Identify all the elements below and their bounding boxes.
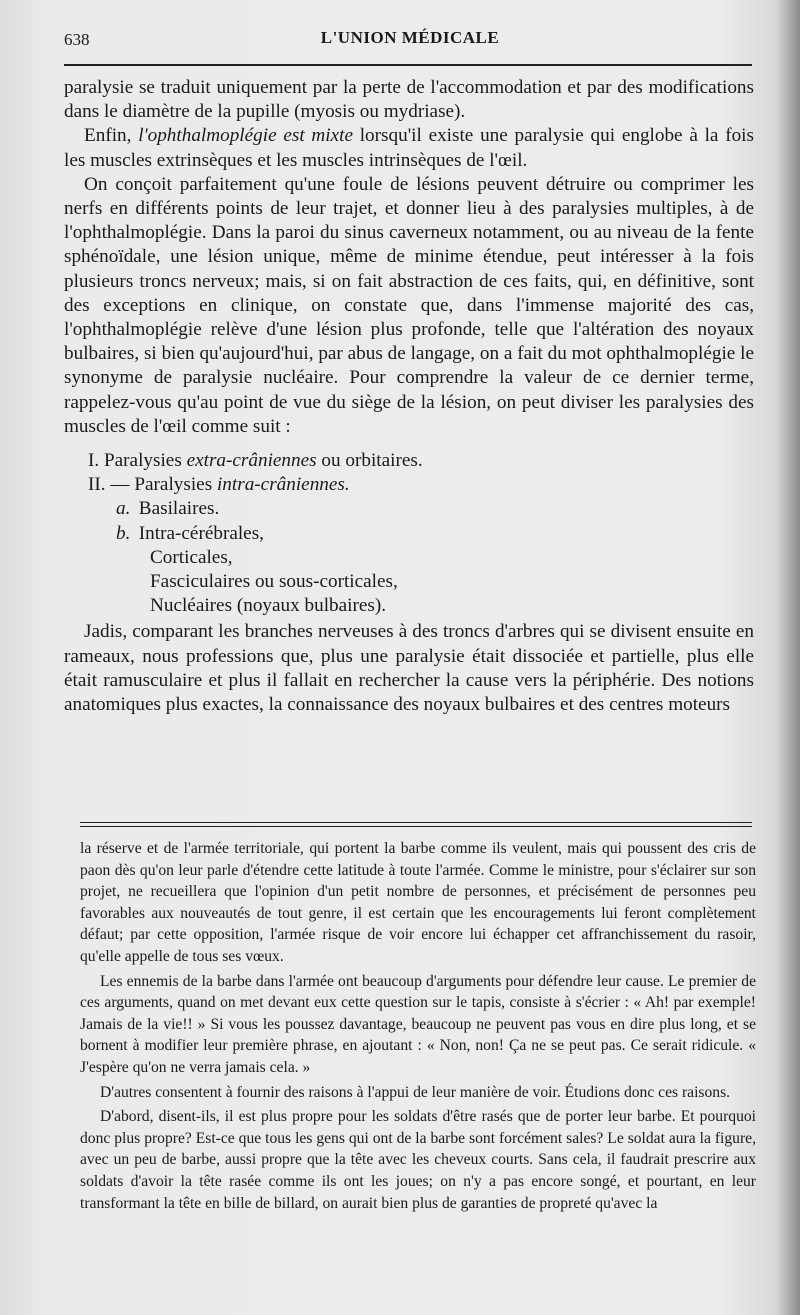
footnote-paragraph: D'abord, disent-ils, il est plus propre pour les soldats d'être rasés que de porter leur barbe. Et pourquoi donc plus propre? Est-ce que tous les gens qui ont de la barbe sont forcément sales? Le soldat aura la figure, avec un peu de barbe, aussi propre que la tête avec les cheveux courts. Sans cela, il faudrait prescrire aux soldats d'avoir la tête rasée comme ils ont les joues; on n'y a pas encore songé, et pourtant, en leur transformant la tête en bille de billard, on aurait bien plus de garanties de propreté qu'avec la — [80, 1108, 756, 1212]
footnote-paragraph: Les ennemis de la barbe dans l'armée ont beaucoup d'arguments pour défendre leur cause. Le premier de ces arguments, quand on met devant eux cette question sur le tapis, consiste à s'écrier : « Ah! par exemple! Jamais de la vie!! » Si vous les poussez davantage, beaucoup ne peuvent pas vous en dire plus long, et se bornent à modifier leur première phrase, en ajoutant : « Non, non! Ça ne se peut pas. Ce serait ridicule. « J'espère qu'on ne verra jamais cela. » — [80, 972, 756, 1076]
outline-subitem: Fasciculaires ou sous-corticales, — [150, 571, 398, 593]
outline-text: Intra-cérébrales, — [138, 522, 264, 544]
text-run: lorsqu'il existe une paralysie qui englobe à la fois les muscles extrinsèques et les muscles intrinsèques de l'œil. — [64, 125, 754, 171]
outline-number: I. — [88, 450, 100, 472]
outline-item-i — [64, 449, 754, 473]
italic-phrase: l'ophthalmoplégie est mixte — [138, 125, 353, 147]
outline-italic: extra-crâniennes — [186, 450, 317, 472]
page-number: 638 — [64, 30, 90, 49]
outline-subitem: Nucléaires (noyaux bulbaires). — [150, 595, 387, 617]
outline-letter: b. — [116, 522, 131, 544]
paragraph: paralysie se traduit uniquement par la perte de l'accommodation et par des modifications dans le diamètre de la pupille (myosis ou mydriase). — [64, 77, 754, 123]
footnote-paragraph: la réserve et de l'armée territoriale, qui portent la barbe comme ils veulent, mais qui poussent des cris de paon dès qu'on leur parle d'étendre cette latitude à toute l'armée. Comme le ministre, pour s'éclairer sur son projet, ne recueillera que l'opinion d'un petit nombre de personnes, et précisément de personnes peu favorables aux nouveautés de tout genre, il est certain que les encouragements lui feront complètement défaut; par cette opposition, l'armée risque de voir encore lui échapper cet affranchissement du rasoir, qu'elle appelle de tous ses vœux. — [80, 840, 756, 965]
outline-italic: intra-crâniennes. — [216, 474, 350, 496]
paragraph — [64, 124, 754, 172]
classification-outline — [64, 449, 754, 618]
outline-subitem: Corticales, — [150, 546, 233, 568]
outline-text: ou orbitaires. — [316, 450, 423, 472]
outline-item-b — [64, 522, 754, 546]
outline-item-ii — [64, 473, 754, 497]
paragraph: On conçoit parfaitement qu'une foule de lésions peuvent détruire ou comprimer les nerfs en différents points de leur trajet, et donner lieu à des paralysies multiples, à de l'ophthalmoplégie. Dans la paroi du sinus caverneux notamment, ou au niveau de la fente sphénoïdale, une lésion unique, même de minime étendue, peut intéresser à la fois plusieurs troncs nerveux; mais, si on fait abstraction de ces faits, qui, en définitive, sont des exceptions en clinique, on constate que, dans l'immense majorité des cas, l'ophthalmoplégie relève d'une lésion plus profonde, telle que l'altération des noyaux bulbaires, si bien qu'aujourd'hui, par abus de langage, on a fait du mot ophthalmoplégie le synonyme de paralysie nucléaire. Pour comprendre la valeur de ce dernier terme, rappelez-vous qu'au point de vue du siège de la lésion, on peut diviser les paralysies des muscles de l'œil comme suit : — [64, 173, 754, 437]
text-run: Enfin, — [84, 125, 139, 147]
outline-item-a — [64, 497, 754, 521]
footnote-rule — [80, 822, 752, 827]
outline-letter: a. — [116, 498, 131, 520]
paragraph: Jadis, comparant les branches nerveuses à des troncs d'arbres qui se divisent ensuite en rameaux, nous professions que, plus une paralysie était dissociée et partielle, plus elle était ramusculaire et plus il fallait en rechercher la cause vers la périphérie. Des notions anatomiques plus exactes, la connaissance des noyaux bulbaires et des centres moteurs — [64, 621, 754, 716]
footnote-paragraph: D'autres consentent à fournir des raisons à l'appui de leur manière de voir. Étudions donc ces raisons. — [100, 1083, 731, 1101]
outline-number: II. — — [88, 474, 130, 496]
running-header — [64, 28, 756, 52]
header-rule — [64, 64, 752, 66]
main-text — [64, 76, 754, 717]
footnote-text — [80, 838, 756, 1217]
journal-title: L'UNION MÉDICALE — [320, 28, 500, 47]
outline-text: Basilaires. — [138, 498, 220, 520]
outline-text: Paralysies — [103, 450, 187, 472]
outline-text: Paralysies — [134, 474, 217, 496]
